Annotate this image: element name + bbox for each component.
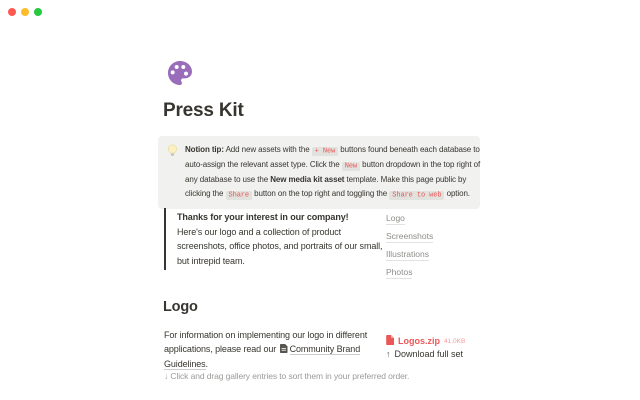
- text-segment: auto-assign the relevant asset type. Click the: [185, 160, 342, 169]
- toc-item-photos[interactable]: Photos: [386, 267, 413, 277]
- window-controls: [8, 8, 42, 16]
- text-segment: buttons found beneath each database to: [338, 145, 480, 154]
- palette-icon[interactable]: [164, 57, 196, 89]
- text-segment: template. Make this page public by: [344, 175, 467, 184]
- download-label: Download full set: [394, 349, 464, 359]
- text-segment: Add new assets with the: [223, 145, 312, 154]
- toc-item-screenshots[interactable]: Screenshots: [386, 231, 434, 241]
- page-icon: [279, 344, 290, 354]
- zoom-button[interactable]: [34, 8, 42, 16]
- text-segment: .: [205, 358, 208, 369]
- callout-line: [185, 158, 480, 173]
- file-icon: [386, 332, 394, 350]
- text-segment: Notion tip:: [185, 145, 224, 154]
- text-segment: New media kit asset: [270, 175, 345, 184]
- gallery-sort-hint: [164, 371, 409, 381]
- text-segment: + New: [312, 147, 339, 156]
- down-arrow-icon: ↓: [164, 371, 169, 381]
- page-title: Press Kit: [163, 100, 244, 121]
- text-segment: For information on implementing our logo in different applications, please read our: [164, 330, 368, 355]
- logo-paragraph: [164, 328, 382, 371]
- toc-item-logo[interactable]: Logo: [386, 213, 405, 223]
- minimize-button[interactable]: [21, 8, 29, 16]
- notion-tip-callout: [158, 136, 480, 209]
- quote-bold-line: Thanks for your interest in our company!: [177, 212, 349, 222]
- text-segment: clicking the: [185, 189, 226, 198]
- text-segment: Share: [226, 191, 253, 200]
- text-segment: button on the top right and toggling the: [252, 189, 390, 198]
- logo-section-heading: Logo: [163, 299, 198, 315]
- page-link[interactable]: Community Brand Guidelines: [164, 344, 361, 369]
- callout-text: [185, 143, 480, 202]
- gallery-sort-hint-text: Click and drag gallery entries to sort them in your preferred order.: [170, 371, 410, 381]
- text-segment: New: [342, 162, 360, 171]
- callout-line: [185, 143, 480, 158]
- text-segment: button dropdown in the top right of: [360, 160, 481, 169]
- quote-body: Here's our logo and a collection of product screenshots, office photos, and portraits of our small, but intrepid team.: [177, 226, 383, 266]
- text-segment: any database to use the: [185, 175, 271, 184]
- callout-line: [185, 187, 480, 202]
- lightbulb-icon: [167, 143, 179, 202]
- table-of-contents: [386, 213, 433, 285]
- up-arrow-icon: ↑: [386, 349, 391, 359]
- toc-item-illustrations[interactable]: Illustrations: [386, 249, 429, 259]
- intro-quote: [164, 208, 391, 270]
- callout-line: [185, 173, 480, 187]
- file-attachment-logos-zip[interactable]: [386, 332, 465, 350]
- text-segment: option.: [444, 189, 470, 198]
- download-full-set-link[interactable]: [386, 349, 463, 359]
- text-segment: Share to web: [389, 191, 444, 200]
- file-size: 41.0KB: [444, 337, 466, 345]
- file-name: Logos.zip: [398, 336, 440, 346]
- close-button[interactable]: [8, 8, 16, 16]
